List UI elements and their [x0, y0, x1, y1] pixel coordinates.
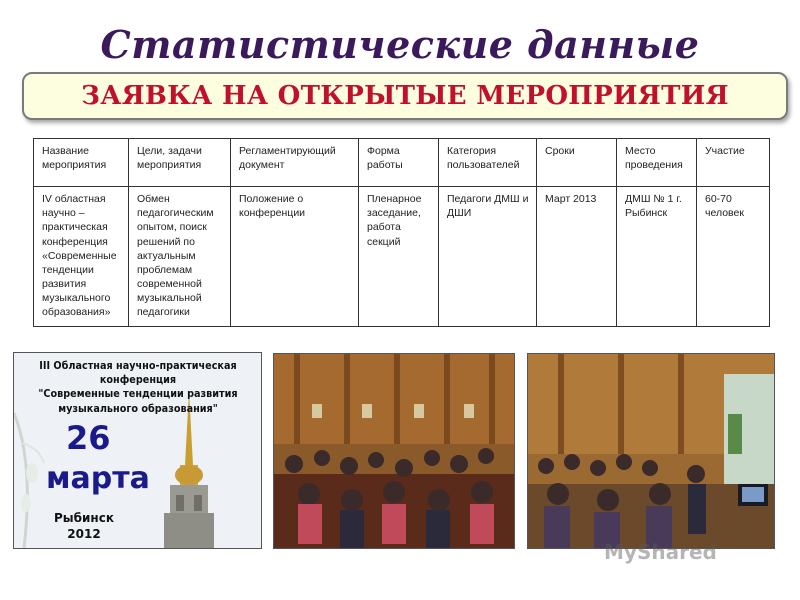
- watermark: MyShared: [604, 540, 717, 564]
- header-cell: Категория пользователей: [439, 139, 537, 187]
- poster-day: 26: [66, 419, 111, 457]
- header-cell: Цели, задачи мероприятия: [129, 139, 231, 187]
- header-cell: Форма работы: [359, 139, 439, 187]
- banner-text: ЗАЯВКА НА ОТКРЫТЫЕ МЕРОПРИЯТИЯ: [81, 81, 729, 111]
- header-cell: Место проведения: [617, 139, 697, 187]
- audience-photo-illustration: [274, 354, 514, 548]
- audience-photo-illustration: [528, 354, 774, 548]
- poster-city: Рыбинск: [54, 511, 114, 525]
- table-cell: ДМШ № 1 г. Рыбинск: [617, 187, 697, 327]
- table-cell: Март 2013: [537, 187, 617, 327]
- poster-title-line: III Областная научно-практическая конференция: [39, 360, 237, 387]
- table-cell: IV областная научно – практическая конференция «Современные тенденции развития музыкального образования»: [34, 187, 129, 327]
- banner: [22, 72, 788, 120]
- table-cell: Педагоги ДМШ и ДШИ: [439, 187, 537, 327]
- poster-city-year: [54, 511, 114, 542]
- table-cell: Положение о конференции: [231, 187, 359, 327]
- conference-poster: [13, 352, 262, 549]
- header-cell: Участие: [697, 139, 770, 187]
- header-cell: Сроки: [537, 139, 617, 187]
- header-cell: Название мероприятия: [34, 139, 129, 187]
- header-cell: Регламентирующий документ: [231, 139, 359, 187]
- slide-title: Статистические данные: [100, 22, 700, 67]
- table-cell: Обмен педагогическим опытом, поиск решений по актуальным проблемам современной музыкальной педагогики: [129, 187, 231, 327]
- conference-hall-photo: [273, 353, 515, 549]
- poster-title-line: музыкального образования": [58, 402, 218, 415]
- conference-hall-photo: [527, 353, 775, 549]
- poster-month: марта: [46, 461, 150, 496]
- table-cell: Пленарное заседание, работа секций: [359, 187, 439, 327]
- table-row: [34, 187, 770, 327]
- poster-title: [29, 359, 246, 416]
- poster-year: 2012: [67, 526, 101, 541]
- table-cell: 60-70 человек: [697, 187, 770, 327]
- poster-title-line: "Современные тенденции развития: [38, 388, 238, 401]
- info-table: [33, 138, 770, 327]
- table-header-row: [34, 139, 770, 187]
